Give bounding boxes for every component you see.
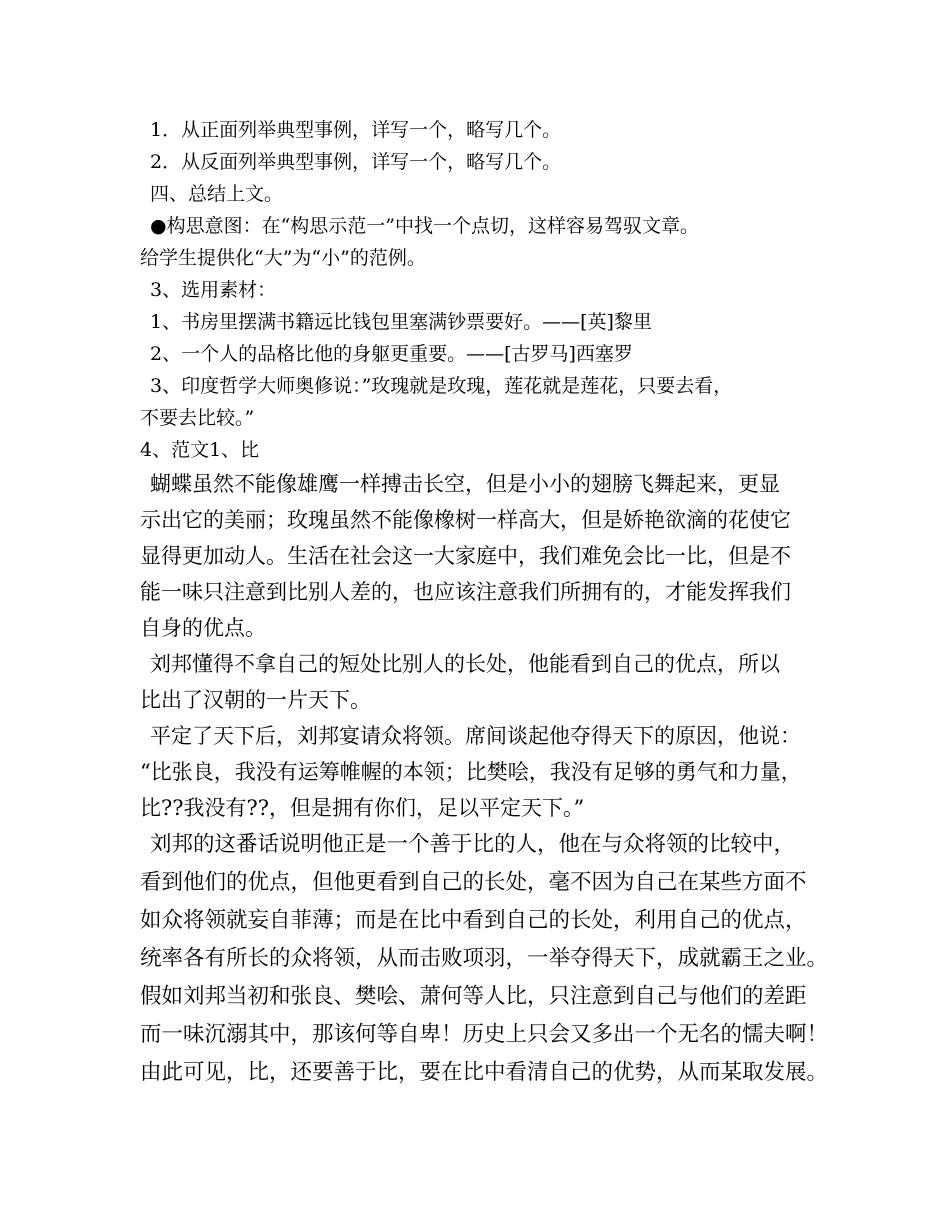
essay-line: 示出它的美丽；玫瑰虽然不能像橡树一样高大，但是娇艳欲滴的花使它 xyxy=(140,508,791,532)
quote-item: 3、印度哲学大师奥修说：”玫瑰就是玫瑰，莲花就是莲花，只要去看， xyxy=(150,375,733,397)
essay-line: 显得更加动人。生活在社会这一大家庭中，我们难免会比一比，但是不 xyxy=(140,544,791,568)
essay-line: 看到他们的优点，但他更看到自己的长处，毫不因为自己在某些方面不 xyxy=(140,870,807,895)
essay-line: 统率各有所长的众将领，从而击败项羽，一举夺得天下，成就霸王之业。 xyxy=(140,946,829,971)
outline-item: 2．从反面列举典型事例，详写一个，略写几个。 xyxy=(150,151,562,173)
outline-item: 给学生提供化“大”为“小”的范例。 xyxy=(140,247,426,269)
essay-line: 蝴蝶虽然不能像雄鹰一样搏击长空，但是小小的翅膀飞舞起来，更显 xyxy=(150,472,780,496)
quote-item: 2、一个人的品格比他的身躯更重要。——[古罗马]西塞罗 xyxy=(150,343,633,365)
quote-item: 不要去比较。” xyxy=(140,407,255,429)
essay-heading: 4、范文1、比 xyxy=(140,439,260,461)
essay-line: 刘邦的这番话说明他正是一个善于比的人，他在与众将领的比较中， xyxy=(150,832,796,857)
outline-item: 1．从正面列举典型事例，详写一个，略写几个。 xyxy=(150,119,562,141)
essay-line: 而一味沉溺其中，那该何等自卑！历史上只会又多出一个无名的懦夫啊！ xyxy=(140,1022,829,1047)
essay-line: 如众将领就妄自菲薄；而是在比中看到自己的长处，利用自己的优点， xyxy=(140,908,807,933)
outline-item: ●构思意图：在“构思示范一”中找一个点切，这样容易驾驭文章。 xyxy=(150,215,700,237)
essay-line: 假如刘邦当初和张良、樊哙、萧何等人比，只注意到自己与他们的差距 xyxy=(140,984,807,1009)
essay-line: 比出了汉朝的一片天下。 xyxy=(140,688,371,712)
outline-item: 四、总结上文。 xyxy=(150,183,284,205)
quote-item: 1、书房里摆满书籍远比钱包里塞满钞票要好。——[英]黎里 xyxy=(150,311,652,333)
outline-item: 3、选用素材： xyxy=(150,279,277,301)
essay-line: 比??我没有??，但是拥有你们，足以平定天下。” xyxy=(140,796,585,820)
essay-line: “比张良，我没有运筹帷幄的本领；比樊哙，我没有足够的勇气和力量， xyxy=(140,760,802,784)
essay-line: 平定了天下后，刘邦宴请众将领。席间谈起他夺得天下的原因，他说： xyxy=(150,724,801,748)
essay-line: 刘邦懂得不拿自己的短处比别人的长处，他能看到自己的优点，所以 xyxy=(150,652,780,676)
document-page xyxy=(140,114,830,1092)
essay-line: 能一味只注意到比别人差的，也应该注意我们所拥有的，才能发挥我们 xyxy=(140,580,791,604)
essay-body xyxy=(140,466,830,1092)
outline-section xyxy=(140,114,830,466)
essay-line: 自身的优点。 xyxy=(140,616,266,640)
essay-line: 由此可见，比，还要善于比，要在比中看清自己的优势，从而某取发展。 xyxy=(140,1060,829,1085)
